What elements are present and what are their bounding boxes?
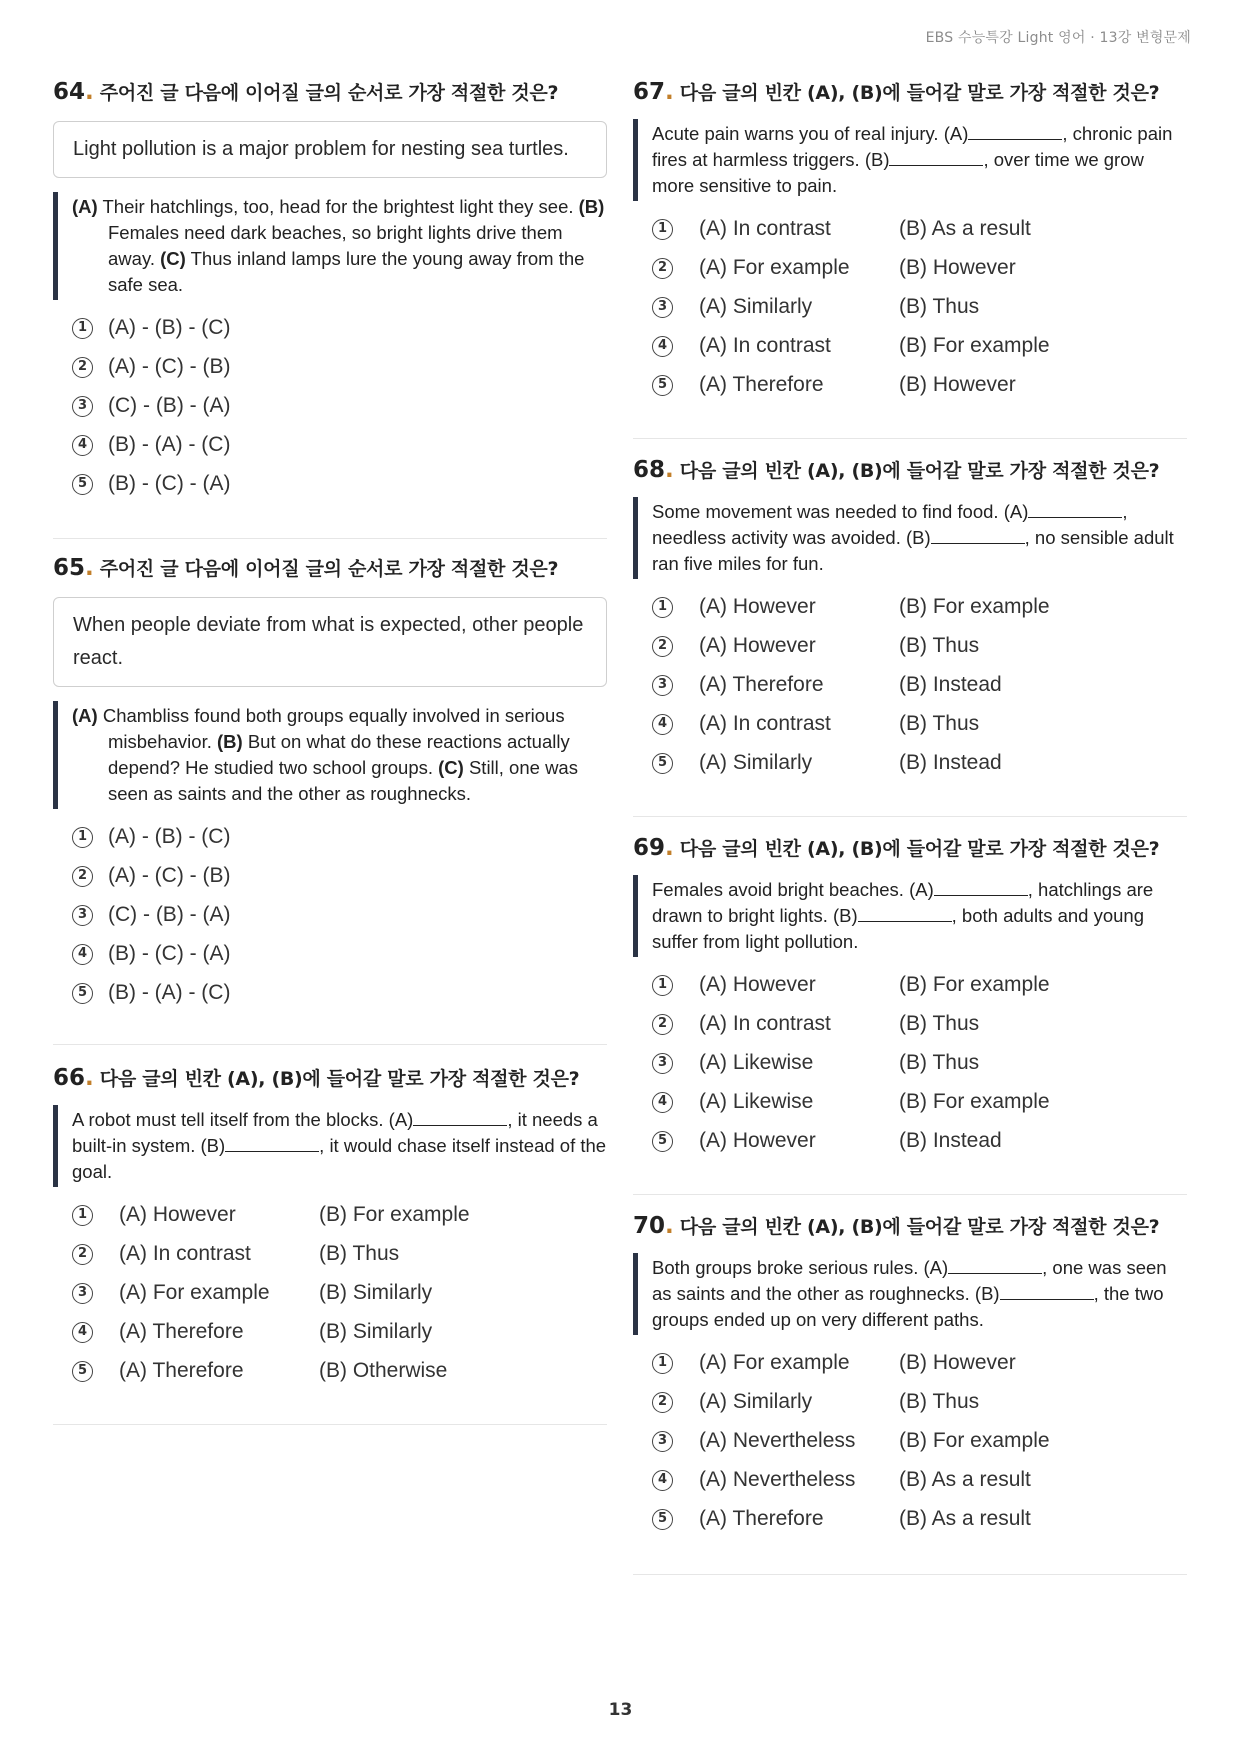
question-64 <box>53 78 607 505</box>
section-divider <box>53 1044 607 1045</box>
option-number-mark: 1 <box>652 1353 673 1374</box>
blank-a <box>968 122 1062 140</box>
option-number-mark: 1 <box>652 219 673 240</box>
blank-a <box>1028 500 1122 518</box>
answer-option[interactable] <box>633 628 1187 667</box>
number-dot: . <box>665 835 674 861</box>
option-a-text: (A) However <box>699 634 816 657</box>
option-number-mark: 1 <box>72 1205 93 1226</box>
question-70 <box>633 1212 1187 1540</box>
option-text: (A) - (C) - (B) <box>108 355 231 378</box>
option-number-mark: 1 <box>652 597 673 618</box>
passage-text: A robot must tell itself from the blocks. (A) <box>72 1109 414 1130</box>
option-a-text: (A) In contrast <box>119 1242 251 1265</box>
option-b-text: (B) Otherwise <box>319 1359 448 1382</box>
option-a-text: (A) For example <box>119 1281 270 1304</box>
section-divider <box>633 1574 1187 1575</box>
blank-b <box>858 904 952 922</box>
option-number-mark: 3 <box>72 1283 93 1304</box>
passage-text: , no sensible adult ran five miles for fun. <box>652 527 1174 574</box>
option-b-text: (B) For example <box>899 334 1050 357</box>
option-a-text: (A) However <box>699 595 816 618</box>
segment-text: Their hatchlings, too, head for the brightest light they see. <box>97 196 579 217</box>
section-divider <box>633 816 1187 817</box>
number-dot: . <box>665 79 674 105</box>
segment-tag: (A) <box>72 196 98 217</box>
option-text: (B) - (C) - (A) <box>108 472 231 495</box>
option-a-text: (A) However <box>119 1203 236 1226</box>
running-head: EBS 수능특강 Light 영어 · 13강 변형문제 <box>925 30 1191 46</box>
passage-text: , over time we grow more sensitive to pain. <box>652 149 1144 196</box>
passage-text: , one was seen as saints and the other as roughnecks. (B) <box>652 1257 1167 1304</box>
passage-text: , both adults and young suffer from light pollution. <box>652 905 1145 952</box>
segment-text: Chambliss found both groups equally involved in serious misbehavior. <box>97 705 565 752</box>
number-dot: . <box>85 79 94 105</box>
option-number-mark: 2 <box>72 1244 93 1265</box>
option-number-mark: 5 <box>72 474 93 495</box>
question-title <box>53 78 607 105</box>
question-instruction: 주어진 글 다음에 이어질 글의 순서로 가장 적절한 것은? <box>99 558 559 580</box>
answer-option[interactable] <box>633 745 1187 784</box>
answer-option[interactable] <box>633 250 1187 289</box>
option-a-text: (A) In contrast <box>699 1012 831 1035</box>
segment-text: But on what do these reactions actually depend? He studied two school groups. <box>108 731 570 778</box>
option-number-mark: 3 <box>72 905 93 926</box>
blank-passage <box>53 1105 607 1187</box>
question-title <box>633 1212 1187 1239</box>
blank-passage <box>633 497 1187 579</box>
question-65 <box>53 554 607 1014</box>
option-b-text: (B) Thus <box>899 295 980 318</box>
question-number: 64 <box>53 79 86 105</box>
number-dot: . <box>85 555 94 581</box>
answer-option[interactable] <box>53 1197 607 1236</box>
option-number-mark: 3 <box>652 297 673 318</box>
question-number: 68 <box>633 457 666 483</box>
option-a-text: (A) However <box>699 973 816 996</box>
answer-option[interactable] <box>53 349 607 388</box>
passage-text: , it would chase itself instead of the goal. <box>72 1135 607 1182</box>
option-b-text: (B) For example <box>899 1429 1050 1452</box>
option-b-text: (B) Instead <box>899 751 1002 774</box>
option-number-mark: 5 <box>652 753 673 774</box>
option-number-mark: 5 <box>652 1131 673 1152</box>
question-69 <box>633 834 1187 1162</box>
option-a-text: (A) However <box>699 1129 816 1152</box>
segment-tag: (B) <box>578 196 605 217</box>
answer-option[interactable] <box>633 367 1187 406</box>
question-number: 69 <box>633 835 666 861</box>
option-number-mark: 4 <box>652 1470 673 1491</box>
option-number-mark: 2 <box>652 258 673 279</box>
question-number: 66 <box>53 1065 86 1091</box>
option-a-text: (A) Similarly <box>699 1390 813 1413</box>
answer-option[interactable] <box>633 1123 1187 1162</box>
option-number-mark: 1 <box>72 318 93 339</box>
option-number-mark: 4 <box>72 944 93 965</box>
answer-option[interactable] <box>633 211 1187 250</box>
option-number-mark: 3 <box>652 1431 673 1452</box>
option-number-mark: 5 <box>72 983 93 1004</box>
answer-option[interactable] <box>53 936 607 975</box>
blank-passage <box>633 875 1187 957</box>
option-b-text: (B) For example <box>319 1203 470 1226</box>
number-dot: . <box>85 1065 94 1091</box>
question-68 <box>633 456 1187 784</box>
answer-options <box>633 967 1187 1162</box>
answer-option[interactable] <box>633 1423 1187 1462</box>
question-instruction: 다음 글의 빈칸 (A), (B)에 들어갈 말로 가장 적절한 것은? <box>679 1216 1160 1238</box>
section-divider <box>53 538 607 539</box>
option-b-text: (B) Instead <box>899 673 1002 696</box>
option-number-mark: 5 <box>652 1509 673 1530</box>
option-number-mark: 3 <box>72 396 93 417</box>
given-sentence-box: Light pollution is a major problem for nesting sea turtles. <box>53 121 607 178</box>
question-title <box>633 834 1187 861</box>
option-text: (B) - (A) - (C) <box>108 981 231 1004</box>
answer-option[interactable] <box>633 589 1187 628</box>
option-a-text: (A) In contrast <box>699 217 831 240</box>
answer-options <box>53 1197 607 1392</box>
option-number-mark: 1 <box>72 827 93 848</box>
section-divider <box>633 1194 1187 1195</box>
answer-option[interactable] <box>53 1275 607 1314</box>
question-instruction: 다음 글의 빈칸 (A), (B)에 들어갈 말로 가장 적절한 것은? <box>679 460 1160 482</box>
answer-options <box>53 310 607 505</box>
option-text: (A) - (B) - (C) <box>108 316 231 339</box>
answer-option[interactable] <box>53 427 607 466</box>
option-b-text: (B) Instead <box>899 1129 1002 1152</box>
segment-text: Females need dark beaches, so bright lights drive them away. <box>108 222 563 269</box>
segment-tag: (B) <box>217 731 243 752</box>
answer-option[interactable] <box>633 1384 1187 1423</box>
ordering-passage <box>53 192 607 300</box>
question-number: 67 <box>633 79 666 105</box>
page-number: 13 <box>608 1700 633 1720</box>
blank-passage <box>633 119 1187 201</box>
blank-a <box>413 1108 507 1126</box>
option-number-mark: 4 <box>652 336 673 357</box>
option-b-text: (B) Thus <box>319 1242 400 1265</box>
blank-a <box>934 878 1028 896</box>
option-b-text: (B) Thus <box>899 634 980 657</box>
answer-options <box>53 819 607 1014</box>
blank-passage <box>633 1253 1187 1335</box>
option-number-mark: 5 <box>652 375 673 396</box>
answer-option[interactable] <box>633 667 1187 706</box>
option-number-mark: 4 <box>652 714 673 735</box>
given-sentence-box: When people deviate from what is expected, other people react. <box>53 597 607 687</box>
answer-option[interactable] <box>53 310 607 349</box>
option-b-text: (B) As a result <box>899 1507 1031 1530</box>
answer-options <box>633 589 1187 784</box>
option-number-mark: 2 <box>72 866 93 887</box>
option-a-text: (A) Nevertheless <box>699 1429 856 1452</box>
question-instruction: 다음 글의 빈칸 (A), (B)에 들어갈 말로 가장 적절한 것은? <box>679 82 1160 104</box>
section-divider <box>633 438 1187 439</box>
option-b-text: (B) As a result <box>899 217 1031 240</box>
option-a-text: (A) For example <box>699 256 850 279</box>
question-instruction: 주어진 글 다음에 이어질 글의 순서로 가장 적절한 것은? <box>99 82 559 104</box>
answer-option[interactable] <box>633 706 1187 745</box>
answer-option[interactable] <box>633 1501 1187 1540</box>
option-text: (B) - (A) - (C) <box>108 433 231 456</box>
answer-option[interactable] <box>53 1353 607 1392</box>
number-dot: . <box>665 1213 674 1239</box>
passage-text: , the two groups ended up on very different paths. <box>652 1283 1164 1330</box>
passage-text: , needless activity was avoided. (B) <box>652 501 1128 548</box>
option-b-text: (B) Thus <box>899 1012 980 1035</box>
answer-option[interactable] <box>633 1006 1187 1045</box>
answer-option[interactable] <box>633 289 1187 328</box>
question-title <box>633 78 1187 105</box>
blank-b <box>225 1134 319 1152</box>
option-a-text: (A) In contrast <box>699 334 831 357</box>
answer-option[interactable] <box>53 858 607 897</box>
blank-b <box>889 148 983 166</box>
question-instruction: 다음 글의 빈칸 (A), (B)에 들어갈 말로 가장 적절한 것은? <box>679 838 1160 860</box>
answer-option[interactable] <box>53 1314 607 1353</box>
passage-text: Acute pain warns you of real injury. (A) <box>652 123 969 144</box>
option-b-text: (B) As a result <box>899 1468 1031 1491</box>
option-a-text: (A) Therefore <box>119 1359 244 1382</box>
option-a-text: (A) Therefore <box>699 673 824 696</box>
option-text: (B) - (C) - (A) <box>108 942 231 965</box>
option-text: (A) - (B) - (C) <box>108 825 231 848</box>
segment-tag: (A) <box>72 705 98 726</box>
answer-option[interactable] <box>633 1462 1187 1501</box>
ordering-passage <box>53 701 607 809</box>
option-number-mark: 4 <box>72 435 93 456</box>
segment-text: Thus inland lamps lure the young away from the safe sea. <box>108 248 585 295</box>
answer-options <box>633 211 1187 406</box>
option-number-mark: 1 <box>652 975 673 996</box>
passage-text: , chronic pain fires at harmless triggers. (B) <box>652 123 1173 170</box>
option-number-mark: 2 <box>652 1392 673 1413</box>
passage-text: , it needs a built-in system. (B) <box>72 1109 598 1156</box>
option-a-text: (A) For example <box>699 1351 850 1374</box>
passage-text: Females avoid bright beaches. (A) <box>652 879 934 900</box>
blank-b <box>931 526 1025 544</box>
option-number-mark: 2 <box>72 357 93 378</box>
answer-option[interactable] <box>53 897 607 936</box>
option-b-text: (B) For example <box>899 973 1050 996</box>
question-title <box>53 1064 607 1091</box>
option-a-text: (A) Similarly <box>699 295 813 318</box>
option-a-text: (A) Nevertheless <box>699 1468 856 1491</box>
option-b-text: (B) For example <box>899 595 1050 618</box>
question-title <box>633 456 1187 483</box>
passage-text: Both groups broke serious rules. (A) <box>652 1257 949 1278</box>
option-text: (A) - (C) - (B) <box>108 864 231 887</box>
option-b-text: (B) However <box>899 373 1016 396</box>
option-text: (C) - (B) - (A) <box>108 903 231 926</box>
option-number-mark: 4 <box>72 1322 93 1343</box>
question-number: 65 <box>53 555 86 581</box>
option-a-text: (A) Likewise <box>699 1051 814 1074</box>
option-a-text: (A) Likewise <box>699 1090 814 1113</box>
option-number-mark: 5 <box>72 1361 93 1382</box>
answer-option[interactable] <box>633 1345 1187 1384</box>
option-b-text: (B) Thus <box>899 1051 980 1074</box>
answer-options <box>633 1345 1187 1540</box>
option-b-text: (B) Thus <box>899 1390 980 1413</box>
option-number-mark: 2 <box>652 1014 673 1035</box>
option-a-text: (A) In contrast <box>699 712 831 735</box>
answer-option[interactable] <box>633 967 1187 1006</box>
option-a-text: (A) Therefore <box>699 1507 824 1530</box>
answer-option[interactable] <box>633 328 1187 367</box>
answer-option[interactable] <box>53 388 607 427</box>
segment-tag: (C) <box>438 757 464 778</box>
option-b-text: (B) However <box>899 1351 1016 1374</box>
option-number-mark: 3 <box>652 675 673 696</box>
passage-text: , hatchlings are drawn to bright lights. (B) <box>652 879 1154 926</box>
option-number-mark: 3 <box>652 1053 673 1074</box>
answer-option[interactable] <box>53 466 607 505</box>
option-number-mark: 2 <box>652 636 673 657</box>
option-number-mark: 4 <box>652 1092 673 1113</box>
option-b-text: (B) However <box>899 256 1016 279</box>
passage-text: Some movement was needed to find food. (A) <box>652 501 1029 522</box>
blank-b <box>1000 1282 1094 1300</box>
question-66 <box>53 1064 607 1392</box>
question-title <box>53 554 607 581</box>
segment-text: Still, one was seen as saints and the other as roughnecks. <box>108 757 578 804</box>
option-b-text: (B) Similarly <box>319 1281 433 1304</box>
option-b-text: (B) For example <box>899 1090 1050 1113</box>
option-a-text: (A) Therefore <box>119 1320 244 1343</box>
option-b-text: (B) Similarly <box>319 1320 433 1343</box>
answer-option[interactable] <box>53 819 607 858</box>
answer-option[interactable] <box>53 1236 607 1275</box>
question-instruction: 다음 글의 빈칸 (A), (B)에 들어갈 말로 가장 적절한 것은? <box>99 1068 580 1090</box>
answer-option[interactable] <box>53 975 607 1014</box>
question-67 <box>633 78 1187 406</box>
question-number: 70 <box>633 1213 666 1239</box>
option-b-text: (B) Thus <box>899 712 980 735</box>
option-text: (C) - (B) - (A) <box>108 394 231 417</box>
blank-a <box>948 1256 1042 1274</box>
number-dot: . <box>665 457 674 483</box>
option-a-text: (A) Similarly <box>699 751 813 774</box>
segment-tag: (C) <box>160 248 186 269</box>
answer-option[interactable] <box>633 1045 1187 1084</box>
answer-option[interactable] <box>633 1084 1187 1123</box>
section-divider <box>53 1424 607 1425</box>
option-a-text: (A) Therefore <box>699 373 824 396</box>
